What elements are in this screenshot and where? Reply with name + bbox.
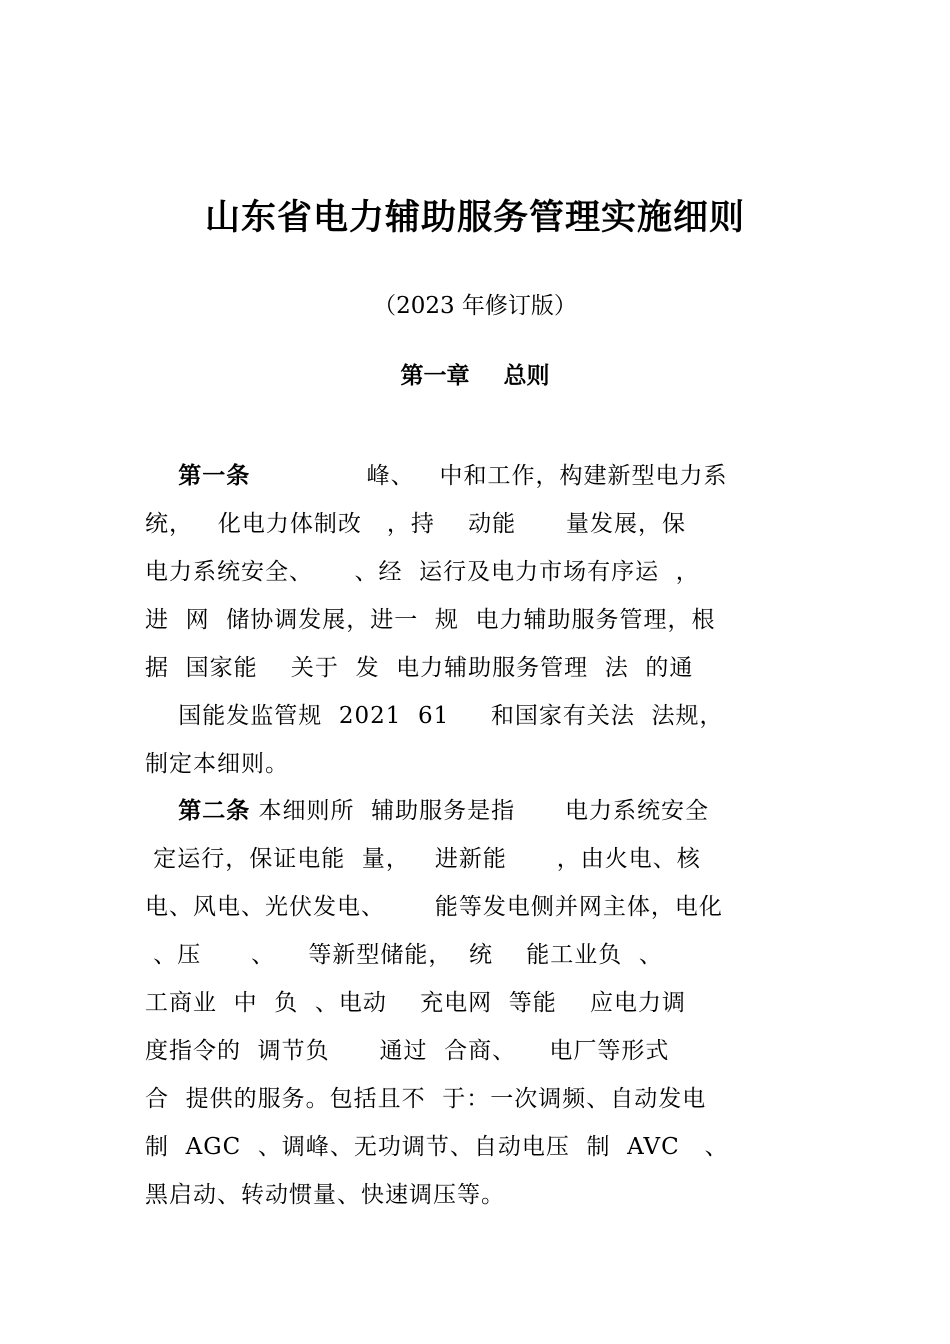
chapter-number: 第一章: [400, 363, 470, 389]
article-text: 峰、 中和工作，构建新型电力系: [250, 463, 728, 489]
article-label: 第二条: [178, 798, 251, 824]
article-line: [145, 787, 845, 835]
article-text: 本细则所 辅助服务是指 电力系统安全: [250, 798, 710, 824]
article-line: 工商业 中 负 、电动 充电网 等能 应电力调: [145, 990, 686, 1016]
article-label: 第一条: [178, 463, 251, 489]
article-line: 制 AGC 、调峰、无功调节、自动电压 制 AVC 、: [145, 1134, 729, 1160]
article-line: 电力系统安全、 、经 运行及电力市场有序运 ，: [145, 559, 700, 585]
article-line: [145, 452, 845, 500]
article-line: 制定本细则。: [145, 751, 289, 777]
article-line: 据 国家能 关于 发 电力辅助服务管理 法 的通: [145, 655, 694, 681]
article-line: 电、风电、光伏发电、 能等发电侧并网主体，电化: [145, 894, 723, 920]
article-line: 、压 、 等新型储能， 统 能工业负 、: [145, 942, 663, 968]
article-line: 进 网 储协调发展，进一 规 电力辅助服务管理，根: [145, 607, 716, 633]
article-line: 黑启动、转动惯量、快速调压等。: [145, 1182, 505, 1208]
article-2: [145, 787, 845, 1219]
chapter-heading: [0, 360, 950, 392]
article-line: 度指令的 调节负 通过 合商、 电厂等形式: [145, 1038, 670, 1064]
article-line: 国能发监管规 2021 61 和国家有关法 法规，: [145, 703, 724, 729]
chapter-name: 总则: [503, 363, 550, 389]
document-title: 山东省电力辅助服务管理实施细则: [204, 198, 745, 238]
article-1: [145, 452, 845, 788]
article-line: 统， 化电力体制改 ，持 动能 量发展，保: [145, 511, 686, 537]
article-line: 合 提供的服务。包括且不 于：一次调频、自动发电: [145, 1086, 707, 1112]
document-subtitle: （2023 年修订版）: [373, 293, 577, 319]
article-line: 定运行，保证电能 量， 进新能 ，由火电、核: [145, 846, 701, 872]
